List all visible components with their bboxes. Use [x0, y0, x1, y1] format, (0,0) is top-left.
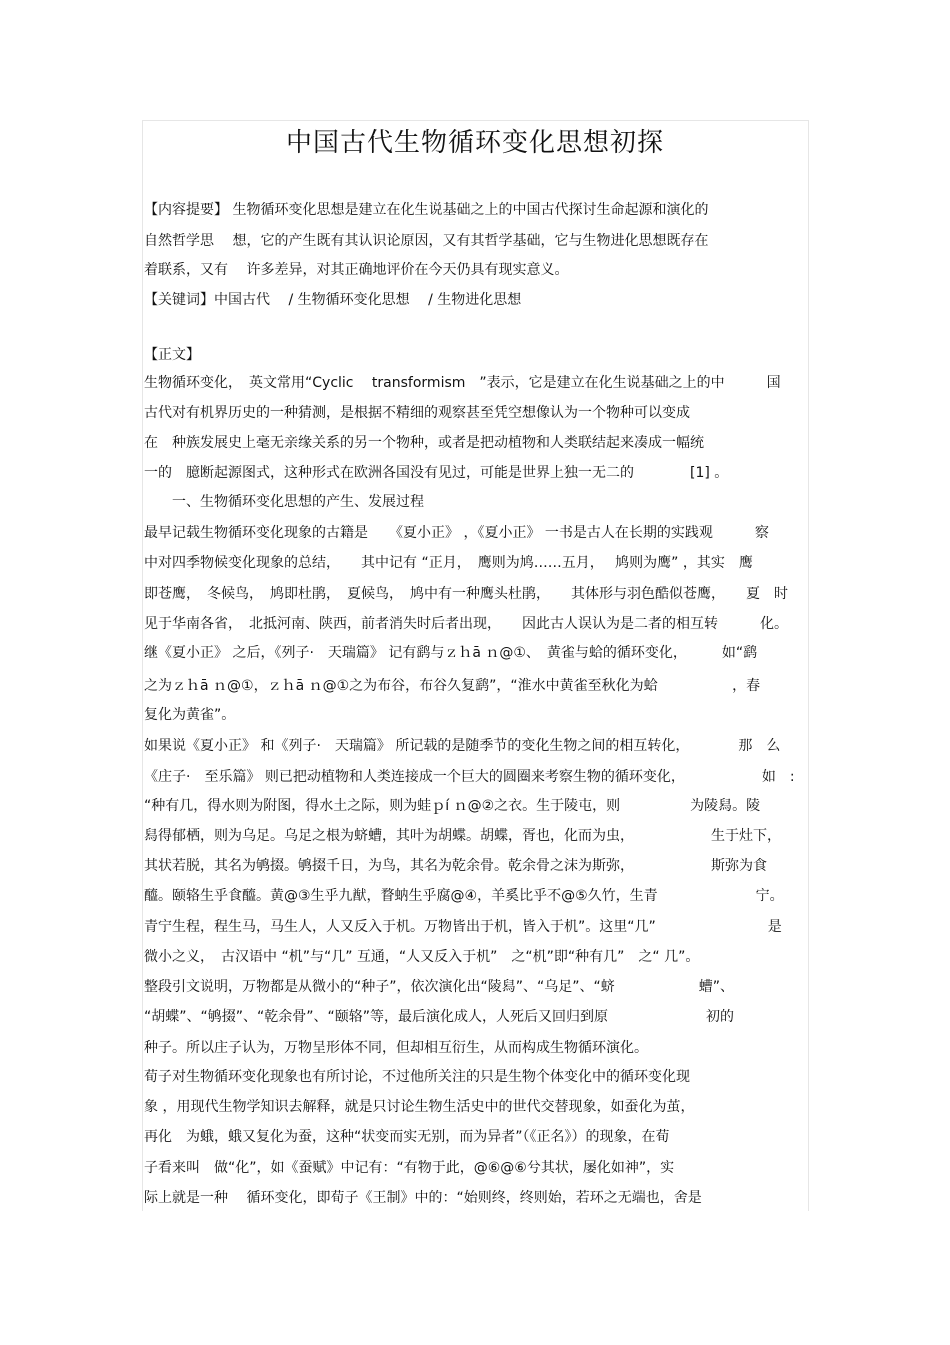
text-line: 其状若脱，其名为鸲掇。鸲掇千日，为鸟，其名为乾余骨。乾余骨之沫为斯弥， 斯弥为食 [144, 858, 767, 874]
text-line: 荀子对生物循环变化现象也有所讨论，不过他所关注的只是生物个体变化中的循环变化现 [144, 1069, 690, 1085]
text-line: 即苍鹰， 冬候鸟， 鸠即杜鹃， 夏候鸟， 鸠中有一种鹰头杜鹃， 其体形与羽色酷似苍鹰， 夏 时 [144, 586, 788, 602]
text-line: 【内容提要】 生物循环变化思想是建立在化生说基础之上的中国古代探讨生命起源和演化的 [144, 202, 709, 218]
text-line: 一的 臆断起源图式，这种形式在欧洲各国没有见过，可能是世界上独一无二的 [1] 。 [144, 465, 729, 481]
text-line: 之为ｚｈā ｎ@①，ｚｈā ｎ@①之为布谷，布谷久复鹞”，“淮水中黄雀至秋化为蛤 ，春 [144, 678, 761, 694]
text-line: 象 ，用现代生物学知识去解释，就是只讨论生物生活史中的世代交替现象，如蚕化为茧， [144, 1099, 695, 1115]
text-line: 继《夏小正》 之后，《列子· 天瑞篇》 记有鹞与ｚｈā ｎ@①、 黄雀与蛤的循环变化， 如“鹞 [144, 645, 758, 661]
text-line: 见于华南各省， 北抵河南、陕西，前者消失时后者出现， 因此古人误认为是二者的相互转 化。 [144, 616, 788, 632]
text-line: 子看来叫 做“化”，如《蚕赋》中记有：“有物于此，@⑥@⑥兮其状，屡化如神”，实 [144, 1160, 675, 1176]
text-line: “胡蝶”、“鸲掇”、“乾余骨”、“颐辂”等，最后演化成人，人死后又回归到原 初的 [144, 1009, 735, 1025]
text-line: 如果说《夏小正》 和《列子· 天瑞篇》 所记载的是随季节的变化生物之间的相互转化， 那 么 [144, 738, 781, 754]
text-line: 一、生物循环变化思想的产生、发展过程 [144, 494, 424, 510]
text-line: 际上就是一种 循环变化，即荀子《王制》中的：“始则终，终则始，若环之无端也，舍是 [144, 1190, 702, 1206]
text-line: 醯。颐辂生乎食醯。黄@③生乎九猷，瞀蚋生乎腐@④，羊奚比乎不@⑤久竹，生青 宁。 [144, 888, 784, 904]
text-line: 复化为黄雀”。 [144, 707, 236, 723]
text-line: 在 种族发展史上毫无亲缘关系的另一个物种，或者是把动植物和人类联结起来凑成一幅统 [144, 435, 704, 451]
text-line: 《庄子· 至乐篇》 则已把动植物和人类连接成一个巨大的圆圈来考察生物的循环变化， 如 : [144, 769, 795, 785]
text-line: 再化 为蛾，蛾又复化为蚕，这种“状变而实无别，而为异者”（《正名》）的现象，在荀 [144, 1129, 670, 1145]
text-line: 青宁生程，程生马，马生人，人又反入于机。万物皆出于机，皆入于机”。这里“几” 是 [144, 919, 782, 935]
text-line: 舄得郁栖，则为乌足。乌足之根为蛴螬，其叶为胡蝶。胡蝶，胥也，化而为虫， 生于灶下， [144, 828, 781, 844]
text-line: 整段引文说明，万物都是从微小的“种子”，依次演化出“陵舄”、“乌足”、“蛴 螬”、 [144, 979, 735, 995]
text-line: “种有几，得水则为附图，得水土之际，则为蛙ｐí ｎ@②之衣。生于陵屯，则 为陵舄。陵 [144, 798, 761, 814]
text-line: 生物循环变化， 英文常用“Cyclic transformism ”表示，它是建立在化生说基础之上的中 国 [144, 375, 781, 391]
text-line: 【正文】 [144, 347, 200, 363]
text-line: 微小之义， 古汉语中 “机”与“几” 互通，“人又反入于机” 之“机”即“种有几” 之“ 几”。 [144, 949, 700, 965]
text-line: 自然哲学思 想，它的产生既有其认识论原因，又有其哲学基础，它与生物进化思想既存在 [144, 233, 709, 249]
text-line: 着联系，又有 许多差异，对其正确地评价在今天仍具有现实意义。 [144, 262, 569, 278]
page-title: 中国古代生物循环变化思想初探 [285, 128, 664, 158]
text-line: 【关键词】中国古代 / 生物循环变化思想 / 生物进化思想 [144, 292, 522, 308]
text-line: 古代对有机界历史的一种猜测，是根据不精细的观察甚至凭空想像认为一个物种可以变成 [144, 405, 690, 421]
text-line: 中对四季物候变化现象的总结， 其中记有 “正月， 鹰则为鸠……五月， 鸠则为鹰” ，其实 鹰 [144, 555, 753, 571]
text-line: 最早记载生物循环变化现象的古籍是 《夏小正》 ，《夏小正》 一书是古人在长期的实践观 察 [144, 525, 769, 541]
text-line: 种子。所以庄子认为，万物呈形体不同，但却相互衍生，从而构成生物循环演化。 [144, 1040, 648, 1056]
